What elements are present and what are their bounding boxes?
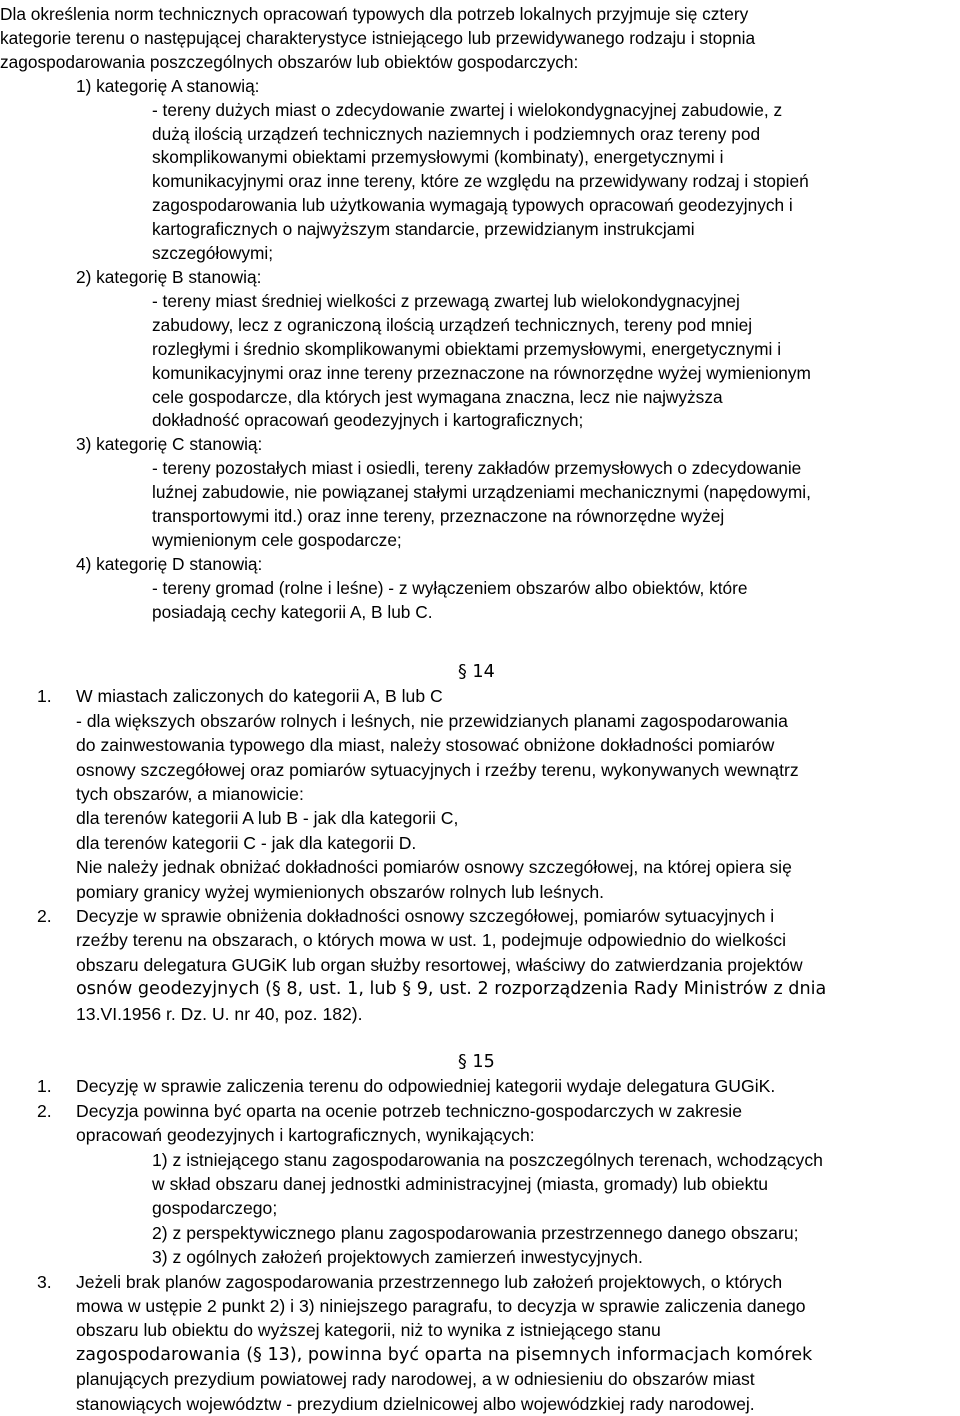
text-line: gospodarczego; xyxy=(152,1198,278,1219)
section-item xyxy=(0,904,958,1026)
text-line: w skład obszaru danej jednostki administracyjnej (miasta, gromady) lub obiektu xyxy=(152,1174,769,1195)
item-number: 2. xyxy=(37,906,52,927)
text-line: obszaru delegatura GUGiK lub organ służby resortowej, właściwy do zatwierdzania projektów xyxy=(76,954,803,975)
section-item xyxy=(0,1074,958,1098)
item-number: 3. xyxy=(37,1271,52,1292)
text-line: kartograficznych o najwyższym standarcie, przewidzianym instrukcjami xyxy=(152,219,695,240)
text-line: skomplikowanymi obiektami przemysłowymi (kombinaty), energetycznymi i xyxy=(152,147,724,168)
text-line: luźnej zabudowie, nie powiązanej stałymi urządzeniami mechanicznymi (napędowymi, xyxy=(152,482,811,503)
category-heading: 2) kategorię B stanowią: xyxy=(76,266,262,287)
text-line: rzeźby terenu na obszarach, o których mowa w ust. 1, podejmuje odpowiednio do wielkości xyxy=(76,930,786,951)
text-line: 1) z istniejącego stanu zagospodarowania na poszczególnych terenach, wchodzących xyxy=(152,1149,823,1170)
text-line: - dla większych obszarów rolnych i leśnych, nie przewidzianych planami zagospodarowania xyxy=(76,710,788,731)
sub-list xyxy=(0,1148,958,1270)
text-line: opracowań geodezyjnych i kartograficznych, wynikających: xyxy=(76,1125,535,1146)
section-item xyxy=(0,1099,958,1148)
text-line: dużą ilością urządzeń technicznych naziemnych i podziemnych oraz tereny pod xyxy=(152,123,761,144)
text-line: kategorie terenu o następującej charakterystyce istniejącego lub przewidywanego rodzaju i stopnia xyxy=(0,27,756,48)
item-number: 1. xyxy=(37,686,52,707)
section-title: § 15 xyxy=(458,1052,495,1072)
category-d xyxy=(0,553,955,625)
text-line: dla terenów kategorii C - jak dla kategorii D. xyxy=(76,832,417,853)
text-line: osnów geodezyjnych (§ 8, ust. 1, lub § 9, ust. 2 rozporządzenia Rady Ministrów z dnia xyxy=(76,979,827,1000)
text-line: do zainwestowania typowego dla miast, należy stosować obniżone dokładności pomiarów xyxy=(76,735,775,756)
category-b xyxy=(0,266,955,433)
section-item xyxy=(0,1270,958,1416)
category-heading: 3) kategorię C stanowią: xyxy=(76,434,263,455)
text-line: zagospodarowania poszczególnych obszarów lub obiektów gospodarczych: xyxy=(0,51,579,72)
category-a xyxy=(0,75,955,266)
section-14 xyxy=(0,660,958,1026)
item-number: 1. xyxy=(37,1076,52,1097)
text-line: szczegółowymi; xyxy=(152,243,274,264)
text-line: - tereny miast średniej wielkości z przewagą zwartej lub wielokondygnacyjnej xyxy=(152,290,740,311)
text-line: - tereny dużych miast o zdecydowanie zwartej i wielokondygnacyjnej zabudowie, z xyxy=(152,99,783,120)
text-line: osnowy szczegółowej oraz pomiarów sytuacyjnych i rzeźby terenu, wykonywanych wewnątrz xyxy=(76,759,799,780)
text-line: - tereny gromad (rolne i leśne) - z wyłączeniem obszarów albo obiektów, które xyxy=(152,577,748,598)
text-line: wymienionym cele gospodarcze; xyxy=(152,529,402,550)
text-line: Decyzję w sprawie zaliczenia terenu do odpowiedniej kategorii wydaje delegatura GUGiK. xyxy=(76,1076,776,1097)
categories-block xyxy=(0,3,955,625)
category-c xyxy=(0,433,955,553)
text-line: Jeżeli brak planów zagospodarowania przestrzennego lub założeń projektowych, o których xyxy=(76,1271,783,1292)
section-15 xyxy=(0,1050,958,1416)
text-line: komunikacyjnymi oraz inne tereny przeznaczone na równorzędne wyżej wymienionym xyxy=(152,362,811,383)
text-line: zagospodarowania lub użytkowania wymagają typowych opracowań geodezyjnych i xyxy=(152,195,793,216)
text-line: zabudowy, lecz z ograniczoną ilością urządzeń technicznych, tereny pod mniej xyxy=(152,314,753,335)
text-line: W miastach zaliczonych do kategorii A, B lub C xyxy=(76,686,443,707)
text-line: Decyzje w sprawie obniżenia dokładności osnowy szczegółowej, pomiarów sytuacyjnych i xyxy=(76,906,775,927)
section-title: § 14 xyxy=(458,662,495,682)
item-number: 2. xyxy=(37,1100,52,1121)
section-item xyxy=(0,684,958,904)
text-line: zagospodarowania (§ 13), powinna być oparta na pisemnych informacjach komórek xyxy=(76,1344,813,1365)
text-line: - tereny pozostałych miast i osiedli, tereny zakładów przemysłowych o zdecydowanie xyxy=(152,458,802,479)
text-line: cele gospodarcze, dla których jest wymagana znaczna, lecz nie najwyższa xyxy=(152,386,723,407)
text-line: obszaru lub obiektu do wyższej kategorii, niż to wynika z istniejącego stanu xyxy=(76,1320,661,1341)
text-line: stanowiących województw - prezydium dzielnicowej albo wojewódzkiej rady narodowej. xyxy=(76,1393,755,1414)
text-line: Decyzja powinna być oparta na ocenie potrzeb techniczno-gospodarczych w zakresie xyxy=(76,1100,742,1121)
text-line: 13.VI.1956 r. Dz. U. nr 40, poz. 182). xyxy=(76,1003,363,1024)
text-line: Dla określenia norm technicznych opracowań typowych dla potrzeb lokalnych przyjmuje się cztery xyxy=(0,4,749,24)
text-line: dla terenów kategorii A lub B - jak dla kategorii C, xyxy=(76,808,459,829)
text-line: pomiary granicy wyżej wymienionych obszarów rolnych lub leśnych. xyxy=(76,881,605,902)
text-line: posiadają cechy kategorii A, B lub C. xyxy=(152,601,433,622)
text-line: 3) z ogólnych założeń projektowych zamierzeń inwestycyjnych. xyxy=(152,1247,643,1268)
text-line: tych obszarów, a mianowicie: xyxy=(76,784,304,805)
text-line: mowa w ustępie 2 punkt 2) i 3) niniejszego paragrafu, to decyzja w sprawie zaliczenia danego xyxy=(76,1296,806,1317)
text-line: rozległymi i średnio skomplikowanymi obiektami przemysłowymi, energetycznymi i xyxy=(152,338,782,359)
text-line: planujących prezydium powiatowej rady narodowej, a w odniesieniu do obszarów miast xyxy=(76,1369,755,1390)
text-line: komunikacyjnymi oraz inne tereny, które ze względu na przewidywany rodzaj i stopień xyxy=(152,171,809,192)
intro-paragraph xyxy=(0,3,955,75)
text-line: dokładność opracowań geodezyjnych i kartograficznych; xyxy=(152,410,584,431)
text-line: transportowymi itd.) oraz inne tereny, przeznaczone na równorzędne wyżej xyxy=(152,506,725,527)
text-line: 2) z perspektywicznego planu zagospodarowania przestrzennego danego obszaru; xyxy=(152,1222,799,1243)
category-heading: 4) kategorię D stanowią: xyxy=(76,553,263,574)
text-line: Nie należy jednak obniżać dokładności pomiarów osnowy szczegółowej, na której opiera się xyxy=(76,857,792,878)
category-heading: 1) kategorię A stanowią: xyxy=(76,75,260,96)
